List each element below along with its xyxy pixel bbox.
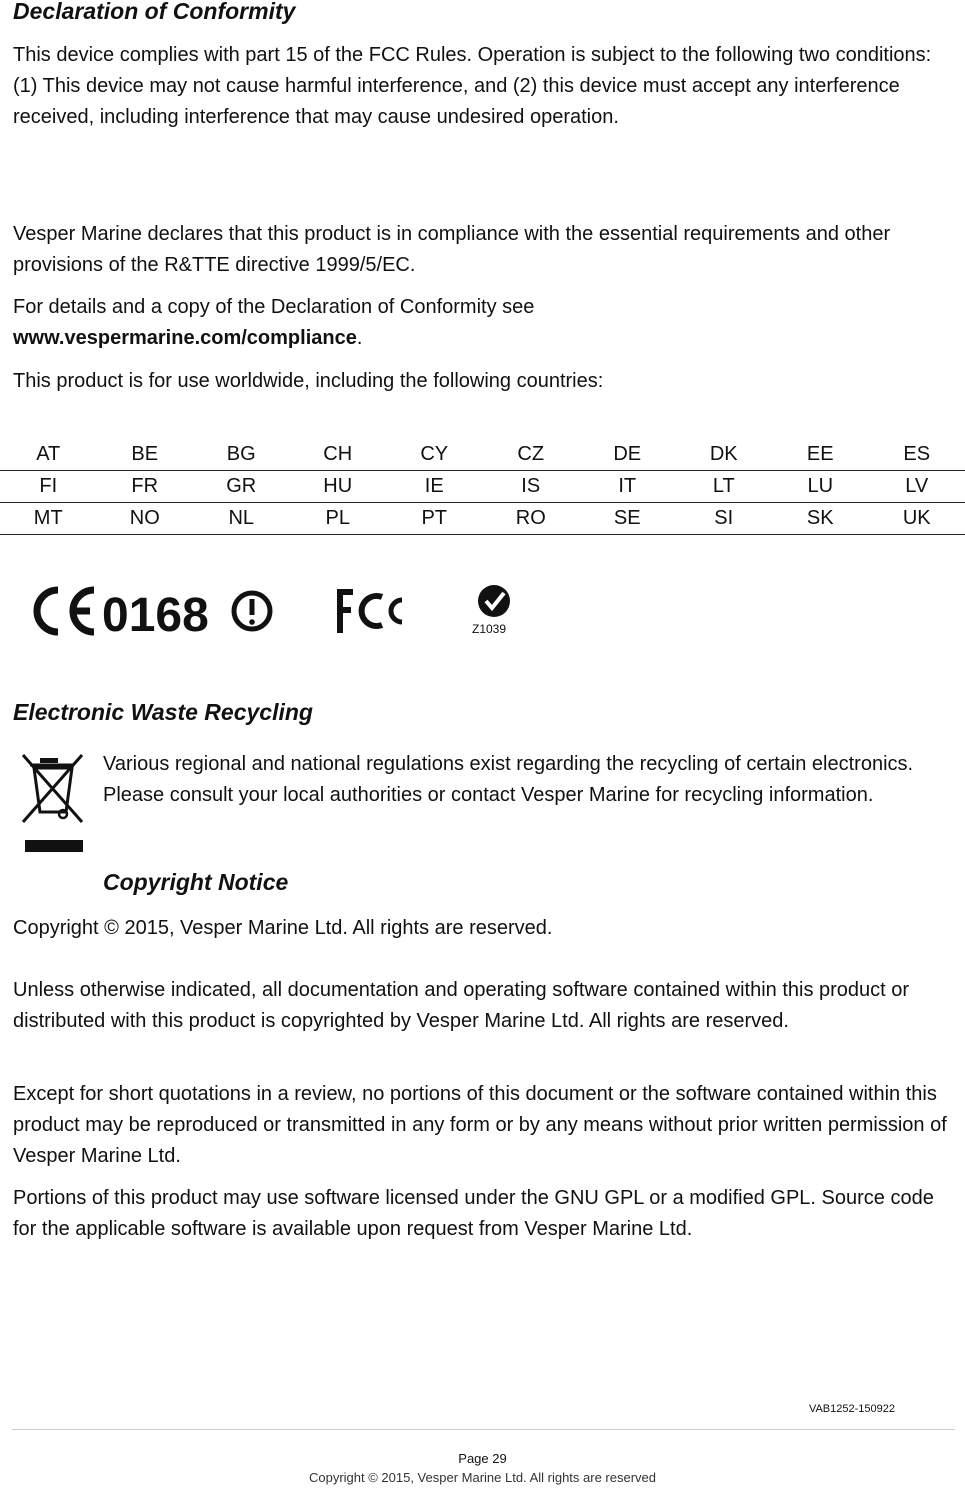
country-code: FR [131,475,159,497]
country-row [0,503,965,535]
recycling-text: Various regional and national regulations exist regarding the recycling of certain electronics. Please consult your local authorities or contact Vesper Marine for recycling information. [103,753,914,806]
certification-marks [14,575,534,649]
copyright-line: Copyright © 2015, Vesper Marine Ltd. All rights are reserved. [13,917,553,939]
country-code: DK [709,443,738,465]
footer-divider [12,1429,955,1430]
country-code: SE [613,507,641,529]
country-code: GR [226,475,257,497]
country-code: SI [714,507,734,529]
country-code: CZ [517,443,545,465]
country-code: EE [806,443,834,465]
country-code: PT [421,507,448,529]
fcc-statement: This device complies with part 15 of the FCC Rules. Operation is subject to the following two conditions: (1) This device may not cause harmful interference, and (2) this device must accept any interference received, including interference that may cause undesired operation. [13,44,932,128]
compliance-statement: Vesper Marine declares that this product is in compliance with the essential requirements and other provisions of the R&TTE directive 1999/5/EC. [13,223,891,276]
details-suffix: . [356,327,363,349]
recycling-title: Electronic Waste Recycling [13,699,313,725]
country-code: DE [613,443,642,465]
country-code: PL [325,507,350,529]
copyright-paragraph-3: Portions of this product may use software licensed under the GNU GPL or a modified GPL. Source code for the applicable software is available upon request from Vesper Marine Ltd. [13,1187,934,1240]
details-paragraph [13,292,947,354]
ce-mark-icon [37,590,94,632]
country-code: RO [515,507,546,529]
country-code: IT [618,475,637,497]
details-prefix: For details and a copy of the Declaration of Conformity see [13,296,535,318]
country-code: IS [521,475,541,497]
footer-copyright: Copyright © 2015, Vesper Marine Ltd. All rights are reserved [308,1470,657,1485]
country-code: SK [806,507,834,529]
country-code: LV [905,475,929,497]
country-code: BG [226,443,256,465]
country-code: LU [807,475,834,497]
country-code: IE [424,475,444,497]
country-code: CY [420,443,449,465]
page-number: Page 29 [458,1451,507,1466]
fcc-mark-icon [337,589,402,633]
copyright-paragraph-2: Except for short quotations in a review, no portions of this document or the software contained within this product may be reproduced or transmitted in any form or by any means without prior written permission of Vesper Marine Ltd. [13,1083,947,1167]
compliance-link[interactable]: www.vespermarine.com/compliance [13,327,357,349]
country-code: LT [712,475,735,497]
country-row [0,471,965,503]
rcm-mark-icon [478,585,510,617]
country-code: ES [903,443,931,465]
country-code: NO [129,507,160,529]
alert-mark-icon [234,593,270,629]
country-code: FI [39,475,58,497]
notified-body-number: 0168 [102,589,209,642]
rcm-code: Z1039 [472,622,507,636]
worldwide-statement: This product is for use worldwide, including the following countries: [13,370,604,392]
document-number: VAB1252-150922 [808,1403,895,1415]
declaration-title: Declaration of Conformity [13,0,296,24]
country-row [0,439,965,471]
country-code: UK [902,507,931,529]
country-code: HU [323,475,353,497]
country-code: BE [131,443,159,465]
countries-table [0,439,965,535]
copyright-title: Copyright Notice [103,869,289,895]
country-code: CH [323,443,353,465]
country-code: MT [33,507,63,529]
copyright-paragraph-1: Unless otherwise indicated, all documentation and operating software contained within this product or distributed with this product is copyrighted by Vesper Marine Ltd. All rights are reserved. [13,979,910,1032]
country-code: NL [228,507,255,529]
weee-bin-icon [20,752,86,854]
country-code: AT [36,443,61,465]
